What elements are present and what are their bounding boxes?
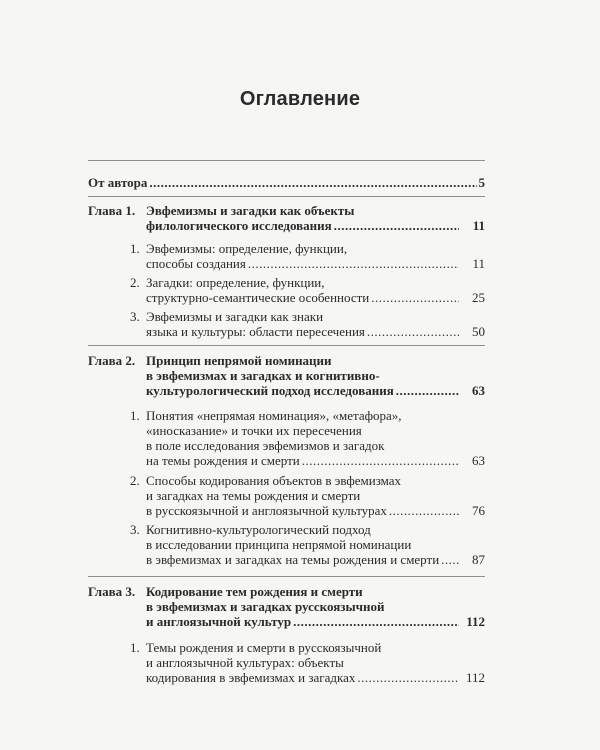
section-line: «иносказание» и точки их пересечения (146, 423, 362, 438)
section-line: языка и культуры: области пересечения ..... 50 (146, 324, 485, 339)
dot-leader (367, 324, 459, 339)
section-number: 2. (130, 473, 140, 488)
divider (88, 576, 485, 577)
dot-leader (149, 175, 476, 190)
section-number: 1. (130, 640, 140, 655)
chapter-title-line: и англоязычной культур ..... 112 (146, 614, 485, 629)
dot-leader (371, 290, 459, 305)
section-line: в эвфемизмах и загадках на темы рождения и смерти ..... 87 (146, 552, 485, 567)
section-number: 2. (130, 275, 140, 290)
section-number: 1. (130, 408, 140, 423)
section-number: 3. (130, 309, 140, 324)
page-number: 87 (472, 552, 485, 567)
section-line: кодирования в эвфемизмах и загадках ..... 112 (146, 670, 485, 685)
chapter-title-line: Принцип непрямой номинации (146, 353, 332, 368)
dot-leader (396, 383, 459, 398)
section-line: в исследовании принципа непрямой номинации (146, 537, 412, 552)
page-title: Оглавление (239, 88, 361, 110)
divider (88, 345, 485, 346)
page-number: 11 (472, 218, 485, 233)
section-line: в русскоязычной и англоязычной культурах ..... 76 (146, 503, 485, 518)
section-line: структурно-семантические особенности ..... 25 (146, 290, 485, 305)
section-line: Способы кодирования объектов в эвфемизмах (146, 473, 402, 488)
page-number: 76 (472, 503, 485, 518)
section-line: и загадках на темы рождения и смерти (146, 488, 361, 503)
chapter-label: Глава 3. (88, 584, 136, 599)
toc-entry-intro[interactable] (88, 175, 485, 190)
page-number: 63 (472, 453, 485, 468)
section-line: Когнитивно-культурологический подход (146, 522, 371, 537)
chapter-title-line: в эвфемизмах и загадках и когнитивно- (146, 368, 380, 383)
page-number: 11 (472, 256, 485, 271)
section-line: Эвфемизмы: определение, функции, (146, 241, 348, 256)
dot-leader (248, 256, 459, 271)
chapter-title-line: в эвфемизмах и загадках русскоязычной (146, 599, 385, 614)
divider (88, 196, 485, 197)
dot-leader (302, 453, 459, 468)
chapter-title-line: Кодирование тем рождения и смерти (146, 584, 363, 599)
section-line: Загадки: определение, функции, (146, 275, 325, 290)
entry-label: От автора (88, 175, 148, 190)
page-number: 63 (472, 383, 485, 398)
page-number: 25 (472, 290, 485, 305)
chapter-label: Глава 2. (88, 353, 136, 368)
dot-leader (357, 670, 459, 685)
section-line: Темы рождения и смерти в русскоязычной (146, 640, 382, 655)
dot-leader (293, 614, 459, 629)
section-line: Понятия «непрямая номинация», «метафора», (146, 408, 402, 423)
section-line: способы создания ..... 11 (146, 256, 485, 271)
page-number: 5 (478, 175, 485, 190)
section-line: и англоязычной культурах: объекты (146, 655, 344, 670)
chapter-title-line: Эвфемизмы и загадки как объекты (146, 203, 355, 218)
chapter-title-line: культурологический подход исследования ..... 63 (146, 383, 485, 398)
dot-leader (441, 552, 459, 567)
divider (88, 160, 485, 161)
section-line: в поле исследования эвфемизмов и загадок (146, 438, 385, 453)
dot-leader (334, 218, 459, 233)
section-number: 1. (130, 241, 140, 256)
section-number: 3. (130, 522, 140, 537)
page-number: 50 (472, 324, 485, 339)
chapter-title-line: филологического исследования ..... 11 (146, 218, 485, 233)
section-line: на темы рождения и смерти ..... 63 (146, 453, 485, 468)
chapter-label: Глава 1. (88, 203, 136, 218)
section-line: Эвфемизмы и загадки как знаки (146, 309, 324, 324)
page-number: 112 (466, 614, 485, 629)
dot-leader (389, 503, 459, 518)
page-number: 112 (465, 670, 485, 685)
